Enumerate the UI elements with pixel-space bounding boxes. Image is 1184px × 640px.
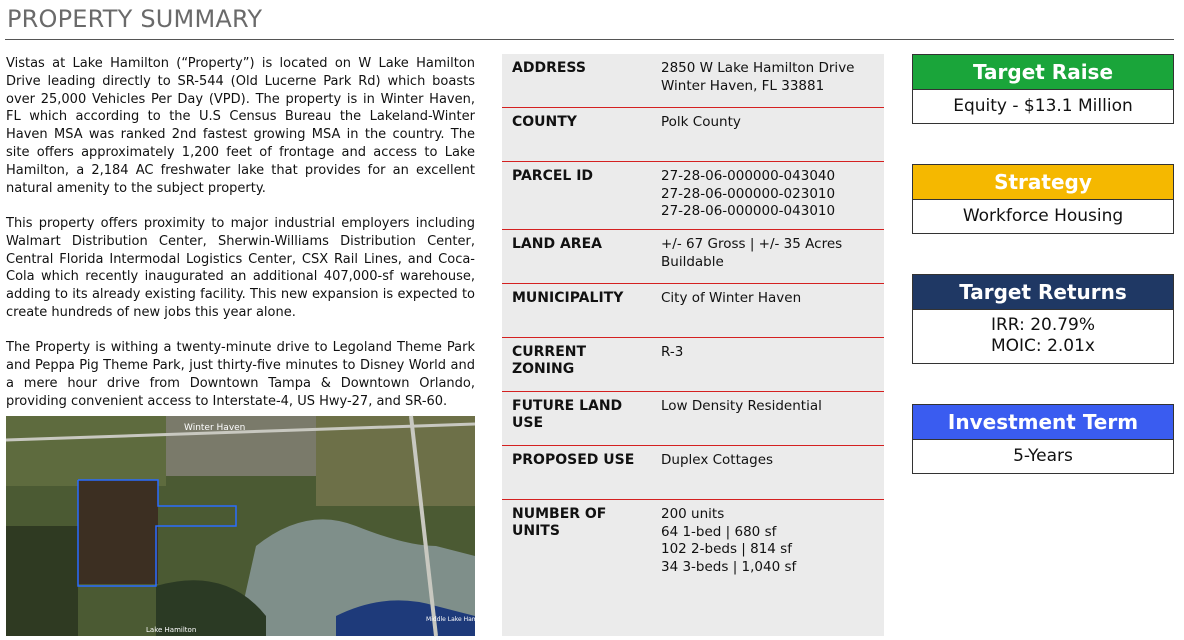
map-label-road: Winter Haven [184, 423, 246, 433]
property-details-table [502, 54, 884, 636]
row-value: Polk County [661, 114, 741, 130]
table-row-proposed-use [502, 446, 884, 500]
row-label: CURRENT ZONING [512, 344, 587, 377]
description-paragraph-2: This property offers proximity to major industrial employers including Walmart Distribution Center, Sherwin-Williams Distribution Center, Central Florida Intermodal Logistics Center, CSX Rail Lines, and Coca-Cola which recently inaugurated an additional 407,000-sf warehouse, adding to its already existing facility. This new expansion is expected to create hundreds of new jobs this year alone. [6, 215, 475, 320]
target-returns-card [912, 274, 1174, 364]
table-row-future-land-use [502, 392, 884, 446]
card-body: Equity - $13.1 Million [913, 89, 1173, 123]
row-value: +/- 67 Gross | +/- 35 Acres Buildable [661, 236, 843, 270]
row-value: 200 units 64 1-bed | 680 sf 102 2-beds | 814 sf 34 3-beds | 1,040 sf [661, 506, 797, 575]
card-title: Target Raise [913, 55, 1173, 89]
card-body: 5-Years [913, 439, 1173, 473]
row-value: 27-28-06-000000-043040 27-28-06-000000-023010 27-28-06-000000-043010 [661, 168, 836, 219]
card-title: Investment Term [913, 405, 1173, 439]
row-label: PARCEL ID [512, 168, 594, 184]
row-label: MUNICIPALITY [512, 290, 624, 306]
table-row-number-of-units [502, 500, 884, 636]
card-title: Target Returns [913, 275, 1173, 309]
table-row-address [502, 54, 884, 108]
row-value: 2850 W Lake Hamilton Drive Winter Haven, FL 33881 [661, 60, 855, 94]
row-value: R-3 [661, 344, 684, 360]
row-label: NUMBER OF UNITS [512, 506, 607, 539]
title-divider [5, 39, 1174, 40]
investment-term-card [912, 404, 1174, 474]
table-row-land-area [502, 230, 884, 284]
table-row-county [502, 108, 884, 162]
page-title: PROPERTY SUMMARY [7, 5, 263, 33]
aerial-map-graphic [6, 416, 491, 636]
row-value: City of Winter Haven [661, 290, 802, 306]
row-value: Duplex Cottages [661, 452, 774, 468]
row-label: FUTURE LAND USE [512, 398, 623, 431]
row-label: PROPOSED USE [512, 452, 635, 468]
description-paragraph-3: The Property is withing a twenty-minute drive to Legoland Theme Park and Peppa Pig Theme Park, just thirty-five minutes to Disney World and a mere hour drive from Downtown Tampa & Downtown Orlando, providing convenient access to Interstate-4, US Hwy-27, and SR-60. [6, 340, 475, 409]
aerial-map-image [6, 416, 491, 636]
row-value: Low Density Residential [661, 398, 822, 414]
table-row-municipality [502, 284, 884, 338]
card-title: Strategy [913, 165, 1173, 199]
strategy-card [912, 164, 1174, 234]
table-row-parcel-id [502, 162, 884, 230]
target-raise-card [912, 54, 1174, 124]
table-row-current-zoning [502, 338, 884, 392]
property-description [6, 55, 475, 428]
map-label-lake: Middle Lake Hamilton [426, 616, 491, 623]
row-label: COUNTY [512, 114, 577, 130]
description-paragraph-1: Vistas at Lake Hamilton (“Property”) is located on W Lake Hamilton Drive leading directly to SR-544 (Old Lucerne Park Rd) which boasts over 25,000 Vehicles Per Day (VPD). The property is in Winter Haven, FL which according to the U.S Census Bureau the Lakeland-Winter Haven MSA was ranked 2nd fastest growing MSA in the country. The site offers approximately 1,200 feet of frontage and access to Lake Hamilton, a 2,184 AC freshwater lake that provides for an excellent natural amenity to the subject property. [6, 56, 475, 196]
map-label-bottom: Lake Hamilton [146, 626, 197, 634]
card-body: Workforce Housing [913, 199, 1173, 233]
row-label: LAND AREA [512, 236, 602, 252]
card-body: IRR: 20.79% MOIC: 2.01x [913, 309, 1173, 363]
row-label: ADDRESS [512, 60, 586, 76]
